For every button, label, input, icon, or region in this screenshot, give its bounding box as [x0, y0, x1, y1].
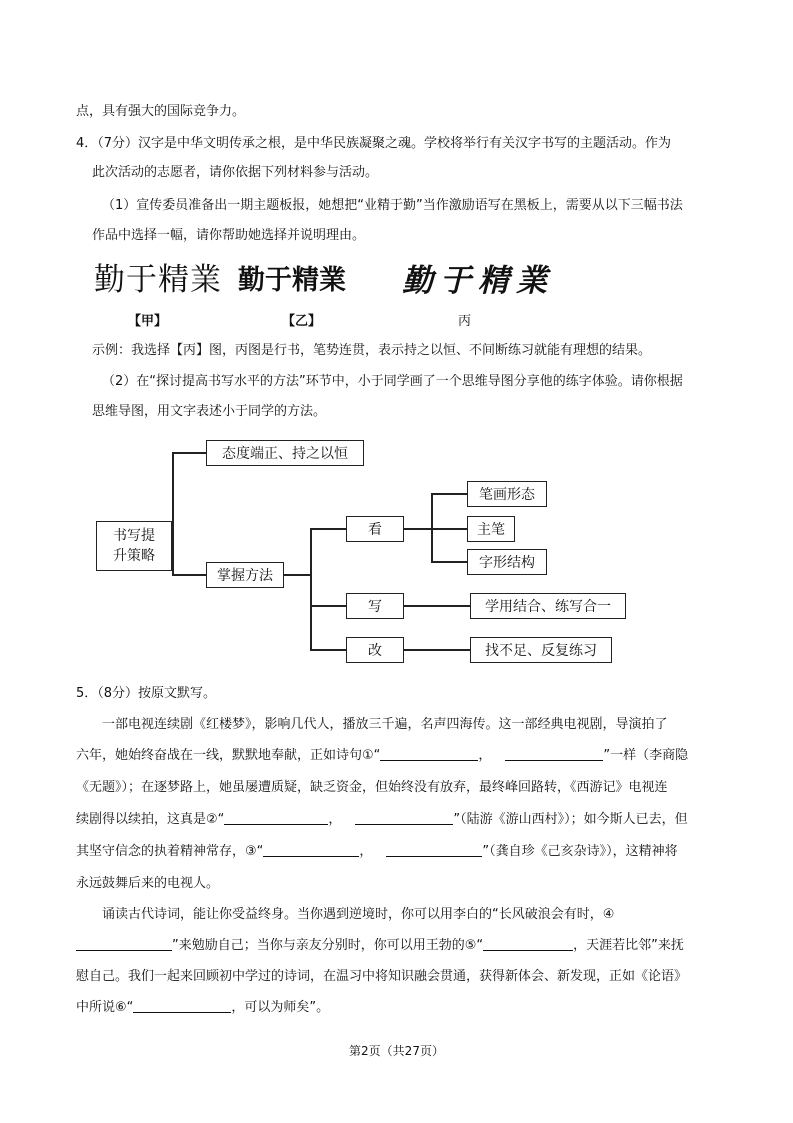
- text: ，: [359, 844, 373, 859]
- mindmap-write-detail: 学用结合、练写合一: [470, 593, 626, 619]
- calligraphy-yi: 勤于精業: [238, 265, 346, 296]
- answer-blank-2b[interactable]: [355, 810, 453, 825]
- text: ”（陆游《游山西村》）；如今斯人已去，但: [453, 812, 688, 827]
- calligraphy-jia: 勤于精業: [94, 262, 222, 298]
- q4-example: 示例：我选择【丙】图，丙图是行书，笔势连贯，表示持之以恒、不间断练习就能有理想的结果。: [92, 343, 652, 358]
- q5-p1-line4: [76, 810, 688, 830]
- q4-sub2-line2: 思维导图，用文字表述小于同学的方法。: [92, 404, 327, 419]
- answer-blank-3b[interactable]: [386, 842, 482, 857]
- mindmap-write: 写: [346, 593, 404, 619]
- mindmap-root-line2: 升策略: [113, 548, 155, 564]
- mindmap-fix-detail: 找不足、反复练习: [470, 637, 612, 663]
- connector: [431, 528, 467, 530]
- text: 续剧得以续拍，这真是②“: [76, 812, 225, 827]
- text: ”一样（李商隐: [603, 748, 689, 763]
- calligraphy-bing: 勤于精業: [402, 263, 554, 299]
- q5-p1-line2: [76, 746, 688, 766]
- connector: [310, 649, 346, 651]
- answer-blank-2a[interactable]: [224, 810, 328, 825]
- connector: [172, 452, 174, 576]
- mindmap-stroke: 笔画形态: [467, 481, 547, 507]
- connector: [284, 574, 310, 576]
- q5-p2-line4: [76, 998, 329, 1018]
- text: 其坚守信念的执着精神常存，③“: [76, 844, 264, 859]
- connector: [404, 528, 432, 530]
- q5-p2-line3: 慰自己。我们一起来回顾初中学过的诗词，在温习中将知识融会贯通，获得新体会、新发现，正如《论语》: [76, 969, 688, 984]
- connector: [310, 605, 346, 607]
- mindmap-main-stroke: 主笔: [467, 516, 515, 542]
- q5-p1-line6: 永远鼓舞后来的电视人。: [76, 876, 220, 891]
- q5-p2-line2: [76, 936, 684, 956]
- answer-blank-4[interactable]: [76, 936, 172, 951]
- mindmap-fix: 改: [346, 637, 404, 663]
- text: ，: [328, 812, 342, 827]
- label-bing: 丙: [458, 314, 472, 329]
- q5-p1-line1: 一部电视连续剧《红楼梦》，影响几代人，播放三千遍，名声四海传。这一部经典电视剧，导演拍了: [102, 717, 668, 732]
- mindmap-attitude: 态度端正、持之以恒: [206, 440, 364, 466]
- connector: [404, 605, 470, 607]
- answer-blank-5[interactable]: [483, 936, 573, 951]
- q5-p1-line5: [76, 842, 678, 862]
- answer-blank-6[interactable]: [133, 998, 231, 1013]
- text: ，天涯若比邻”来抚: [573, 938, 684, 953]
- mindmap-structure: 字形结构: [467, 549, 547, 575]
- q4-stem-line2: 此次活动的志愿者，请你依据下列材料参与活动。: [92, 165, 379, 180]
- connector: [172, 452, 206, 454]
- answer-blank-3a[interactable]: [263, 842, 359, 857]
- text: ，可以为师矣”。: [231, 1000, 330, 1015]
- q5-p1-line3: 《无题》）；在逐梦路上，她虽屡遭质疑，缺乏资金，但始终没有放弃，最终峰回路转，《西游记》电视连: [76, 780, 668, 795]
- q4-stem-line1: 4．（7分）汉字是中华文明传承之根，是中华民族凝聚之魂。学校将举行有关汉字书写的主题活动。作为: [76, 136, 672, 151]
- text: ，: [478, 748, 492, 763]
- text: 六年，她始终奋战在一线，默默地奉献，正如诗句①“: [76, 748, 381, 763]
- mindmap-method: 掌握方法: [206, 562, 284, 588]
- q4-sub2-line1: （2）在“探讨提高书写水平的方法”环节中，小于同学画了一个思维导图分享他的练字体验。请你根据: [102, 374, 683, 389]
- answer-blank-1a[interactable]: [380, 746, 478, 761]
- connector: [431, 493, 467, 495]
- q5-heading: 5．（8分）按原文默写。: [76, 686, 217, 701]
- mindmap-root: [96, 521, 172, 571]
- text: ”（龚自珍《己亥杂诗》），这精神将: [482, 844, 678, 859]
- label-jia: 【甲】: [128, 314, 168, 329]
- page-footer: 第2页（共27页）: [349, 1044, 444, 1058]
- connector: [431, 561, 467, 563]
- text: ”来勉励自己；当你与亲友分别时，你可以用王勃的⑤“: [172, 938, 484, 953]
- mindmap-root-line1: 书写提: [113, 528, 155, 544]
- connector: [172, 574, 206, 576]
- q4-sub1-line1: （1）宣传委员准备出一期主题板报，她想把“业精于勤”当作激励语写在黑板上，需要从以下三幅书法: [102, 198, 683, 213]
- label-yi: 【乙】: [282, 314, 322, 329]
- mindmap-look: 看: [346, 516, 404, 542]
- connector: [404, 649, 470, 651]
- answer-blank-1b[interactable]: [505, 746, 603, 761]
- connector: [310, 528, 312, 650]
- connector: [310, 528, 346, 530]
- text: 中所说⑥“: [76, 1000, 134, 1015]
- continuation-text: 点，具有强大的国际竞争力。: [76, 104, 246, 119]
- q4-sub1-line2: 作品中选择一幅，请你帮助她选择并说明理由。: [92, 228, 366, 243]
- q5-p2-line1: 诵读古代诗词，能让你受益终身。当你遇到逆境时，你可以用李白的“长风破浪会有时，④: [102, 907, 615, 922]
